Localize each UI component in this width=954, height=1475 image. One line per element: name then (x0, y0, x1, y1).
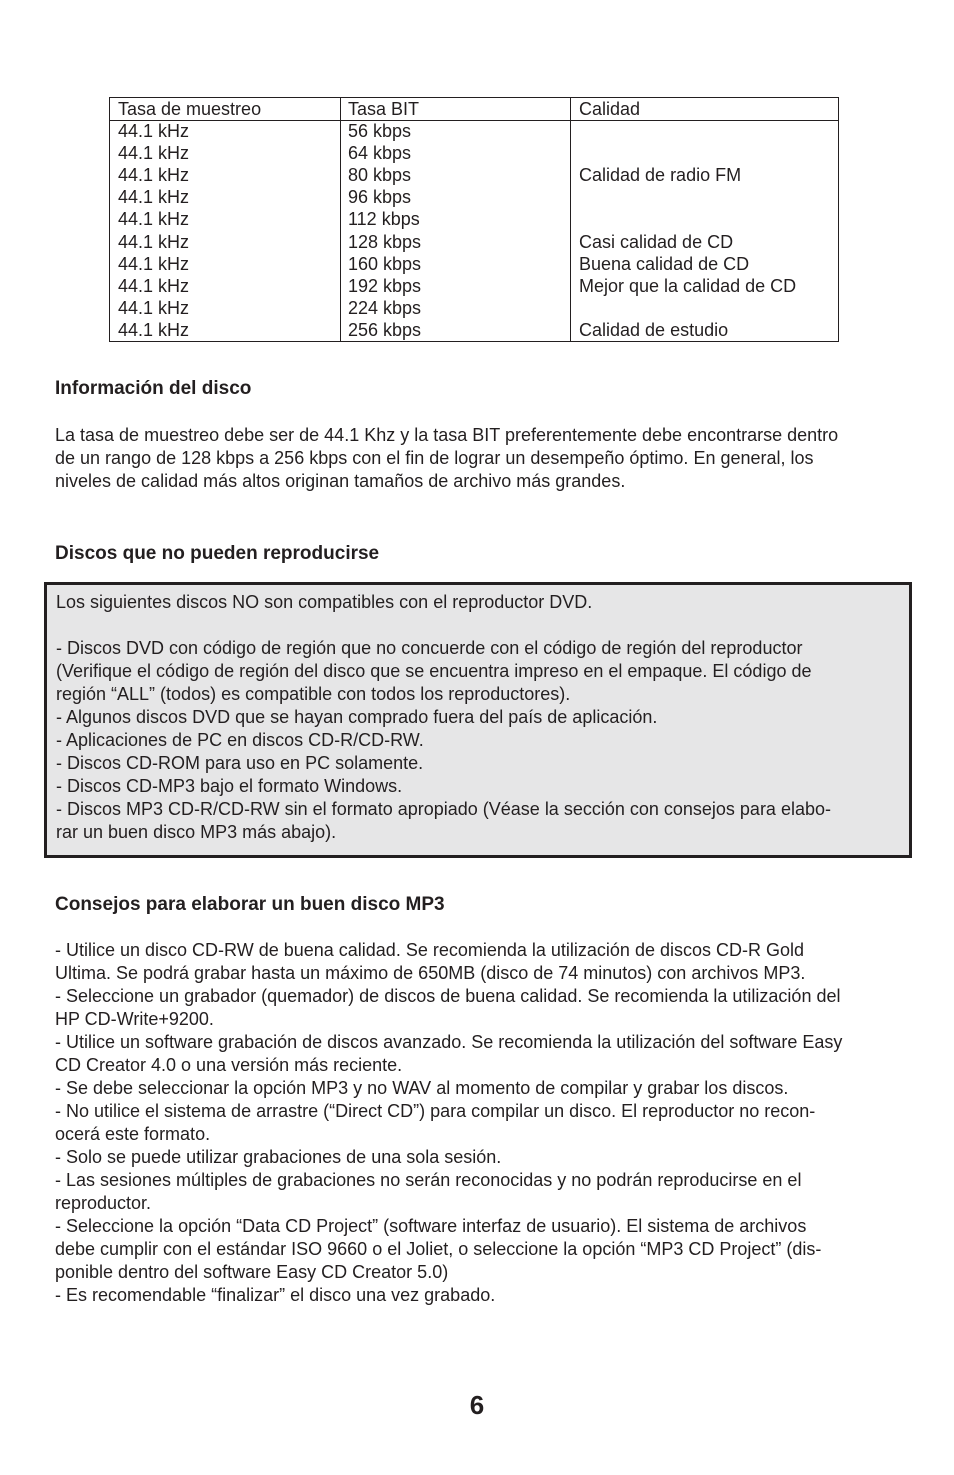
list-line: - Utilice un disco CD-RW de buena calidad. Se recomienda la utilización de discos CD-R Gold (55, 940, 805, 960)
disc-info-paragraph (55, 424, 915, 493)
list-line: - Aplicaciones de PC en discos CD-R/CD-RW. (56, 730, 424, 750)
list-line: - Discos CD-MP3 bajo el formato Windows. (56, 776, 403, 796)
table-cell-bit-rate: 96 kbps (348, 187, 412, 208)
table-cell-sample-rate: 44.1 kHz (118, 143, 190, 164)
list-line: ocerá este formato. (55, 1124, 211, 1144)
list-line: HP CD-Write+9200. (55, 1009, 214, 1029)
table-cell-sample-rate: 44.1 kHz (118, 275, 190, 296)
table-header-bit-rate: Tasa BIT (348, 99, 420, 119)
list-line: región “ALL” (todos) es compatible con todos los reproductores). (56, 684, 571, 704)
table-cell-quality: Casi calidad de CD (579, 231, 734, 252)
list-line: - Utilice un software grabación de discos avanzado. Se recomienda la utilización del software Easy (55, 1032, 843, 1052)
table-cell-sample-rate: 44.1 kHz (118, 319, 190, 340)
list-line: - Es recomendable “finalizar” el disco una vez grabado. (55, 1285, 496, 1305)
list-line: - Seleccione un grabador (quemador) de discos de buena calidad. Se recomienda la utilización del (55, 986, 841, 1006)
table-cell-quality: Calidad de estudio (579, 319, 729, 340)
table-cell-bit-rate: 160 kbps (348, 253, 422, 274)
list-line: debe cumplir con el estándar ISO 9660 o el Joliet, o seleccione la opción “MP3 CD Project” (dis- (55, 1239, 822, 1259)
table-cell-bit-rate: 224 kbps (348, 297, 422, 318)
table-cell-sample-rate: 44.1 kHz (118, 209, 190, 230)
paragraph-line: de un rango de 128 kbps a 256 kbps con el fin de lograr un desempeño óptimo. En general, los (55, 448, 814, 468)
table-cell-bit-rate: 64 kbps (348, 143, 412, 164)
list-line: CD Creator 4.0 o una versión más reciente. (55, 1055, 403, 1075)
table-cell-quality: Mejor que la calidad de CD (579, 275, 797, 296)
list-line: reproductor. (55, 1193, 152, 1213)
tips-list (55, 939, 915, 1307)
table-cell-sample-rate: 44.1 kHz (118, 297, 190, 318)
table-column-divider (340, 98, 341, 341)
tips-heading: Consejos para elaborar un buen disco MP3 (55, 894, 445, 915)
list-line: rar un buen disco MP3 más abajo). (56, 822, 337, 842)
list-line: - Algunos discos DVD que se hayan comprado fuera del país de aplicación. (56, 707, 658, 727)
table-cell-sample-rate: 44.1 kHz (118, 165, 190, 186)
paragraph-line: niveles de calidad más altos originan tamaños de archivo más grandes. (55, 471, 626, 491)
list-line: - Se debe seleccionar la opción MP3 y no WAV al momento de compilar y grabar los discos. (55, 1078, 789, 1098)
page-number: 6 (469, 1390, 485, 1420)
paragraph-line: La tasa de muestreo debe ser de 44.1 Khz y la tasa BIT preferentemente debe encontrarse dentro (55, 425, 839, 445)
list-line: ponible dentro del software Easy CD Creator 5.0) (55, 1262, 449, 1282)
unplayable-list (56, 637, 906, 844)
list-line: - Discos CD-ROM para uso en PC solamente. (56, 753, 424, 773)
table-header-row (110, 98, 838, 121)
disc-info-heading: Información del disco (55, 378, 252, 399)
table-cell-sample-rate: 44.1 kHz (118, 231, 190, 252)
table-cell-bit-rate: 256 kbps (348, 319, 422, 340)
table-cell-sample-rate: 44.1 kHz (118, 121, 190, 141)
unplayable-intro (56, 591, 906, 614)
list-line: - Solo se puede utilizar grabaciones de una sola sesión. (55, 1147, 502, 1167)
table-header-sample-rate: Tasa de muestreo (118, 99, 262, 119)
table-cell-bit-rate: 128 kbps (348, 231, 422, 252)
list-line: - Discos DVD con código de región que no concuerde con el código de región del reproductor (56, 638, 803, 658)
table-header-quality: Calidad (579, 99, 641, 119)
unplayable-notice-box (44, 582, 912, 858)
table-cell-bit-rate: 112 kbps (348, 209, 420, 230)
list-line: - Discos MP3 CD-R/CD-RW sin el formato apropiado (Véase la sección con consejos para elabo- (56, 799, 831, 819)
paragraph-line: Los siguientes discos NO son compatibles con el reproductor DVD. (56, 592, 593, 612)
list-line: - Las sesiones múltiples de grabaciones no serán reconocidas y no podrán reproducirse en el (55, 1170, 802, 1190)
list-line: - Seleccione la opción “Data CD Project” (software interfaz de usuario). El sistema de archivos (55, 1216, 807, 1236)
list-line: Ultima. Se podrá grabar hasta un máximo de 650MB (disco de 74 minutos) con archivos MP3. (55, 963, 806, 983)
table-cell-bit-rate: 56 kbps (348, 121, 412, 141)
unplayable-heading: Discos que no pueden reproducirse (55, 543, 380, 564)
table-column-divider (570, 98, 571, 341)
quality-table (109, 97, 839, 342)
table-cell-bit-rate: 192 kbps (348, 275, 422, 296)
table-cell-sample-rate: 44.1 kHz (118, 253, 190, 274)
table-cell-bit-rate: 80 kbps (348, 165, 412, 186)
list-line: (Verifique el código de región del disco que se encuentra impreso en el empaque. El código de (56, 661, 812, 681)
list-line: - No utilice el sistema de arrastre (“Direct CD”) para compilar un disco. El reproductor no recon- (55, 1101, 816, 1121)
table-cell-quality: Buena calidad de CD (579, 253, 750, 274)
table-cell-quality: Calidad de radio FM (579, 165, 742, 186)
table-cell-sample-rate: 44.1 kHz (118, 187, 190, 208)
